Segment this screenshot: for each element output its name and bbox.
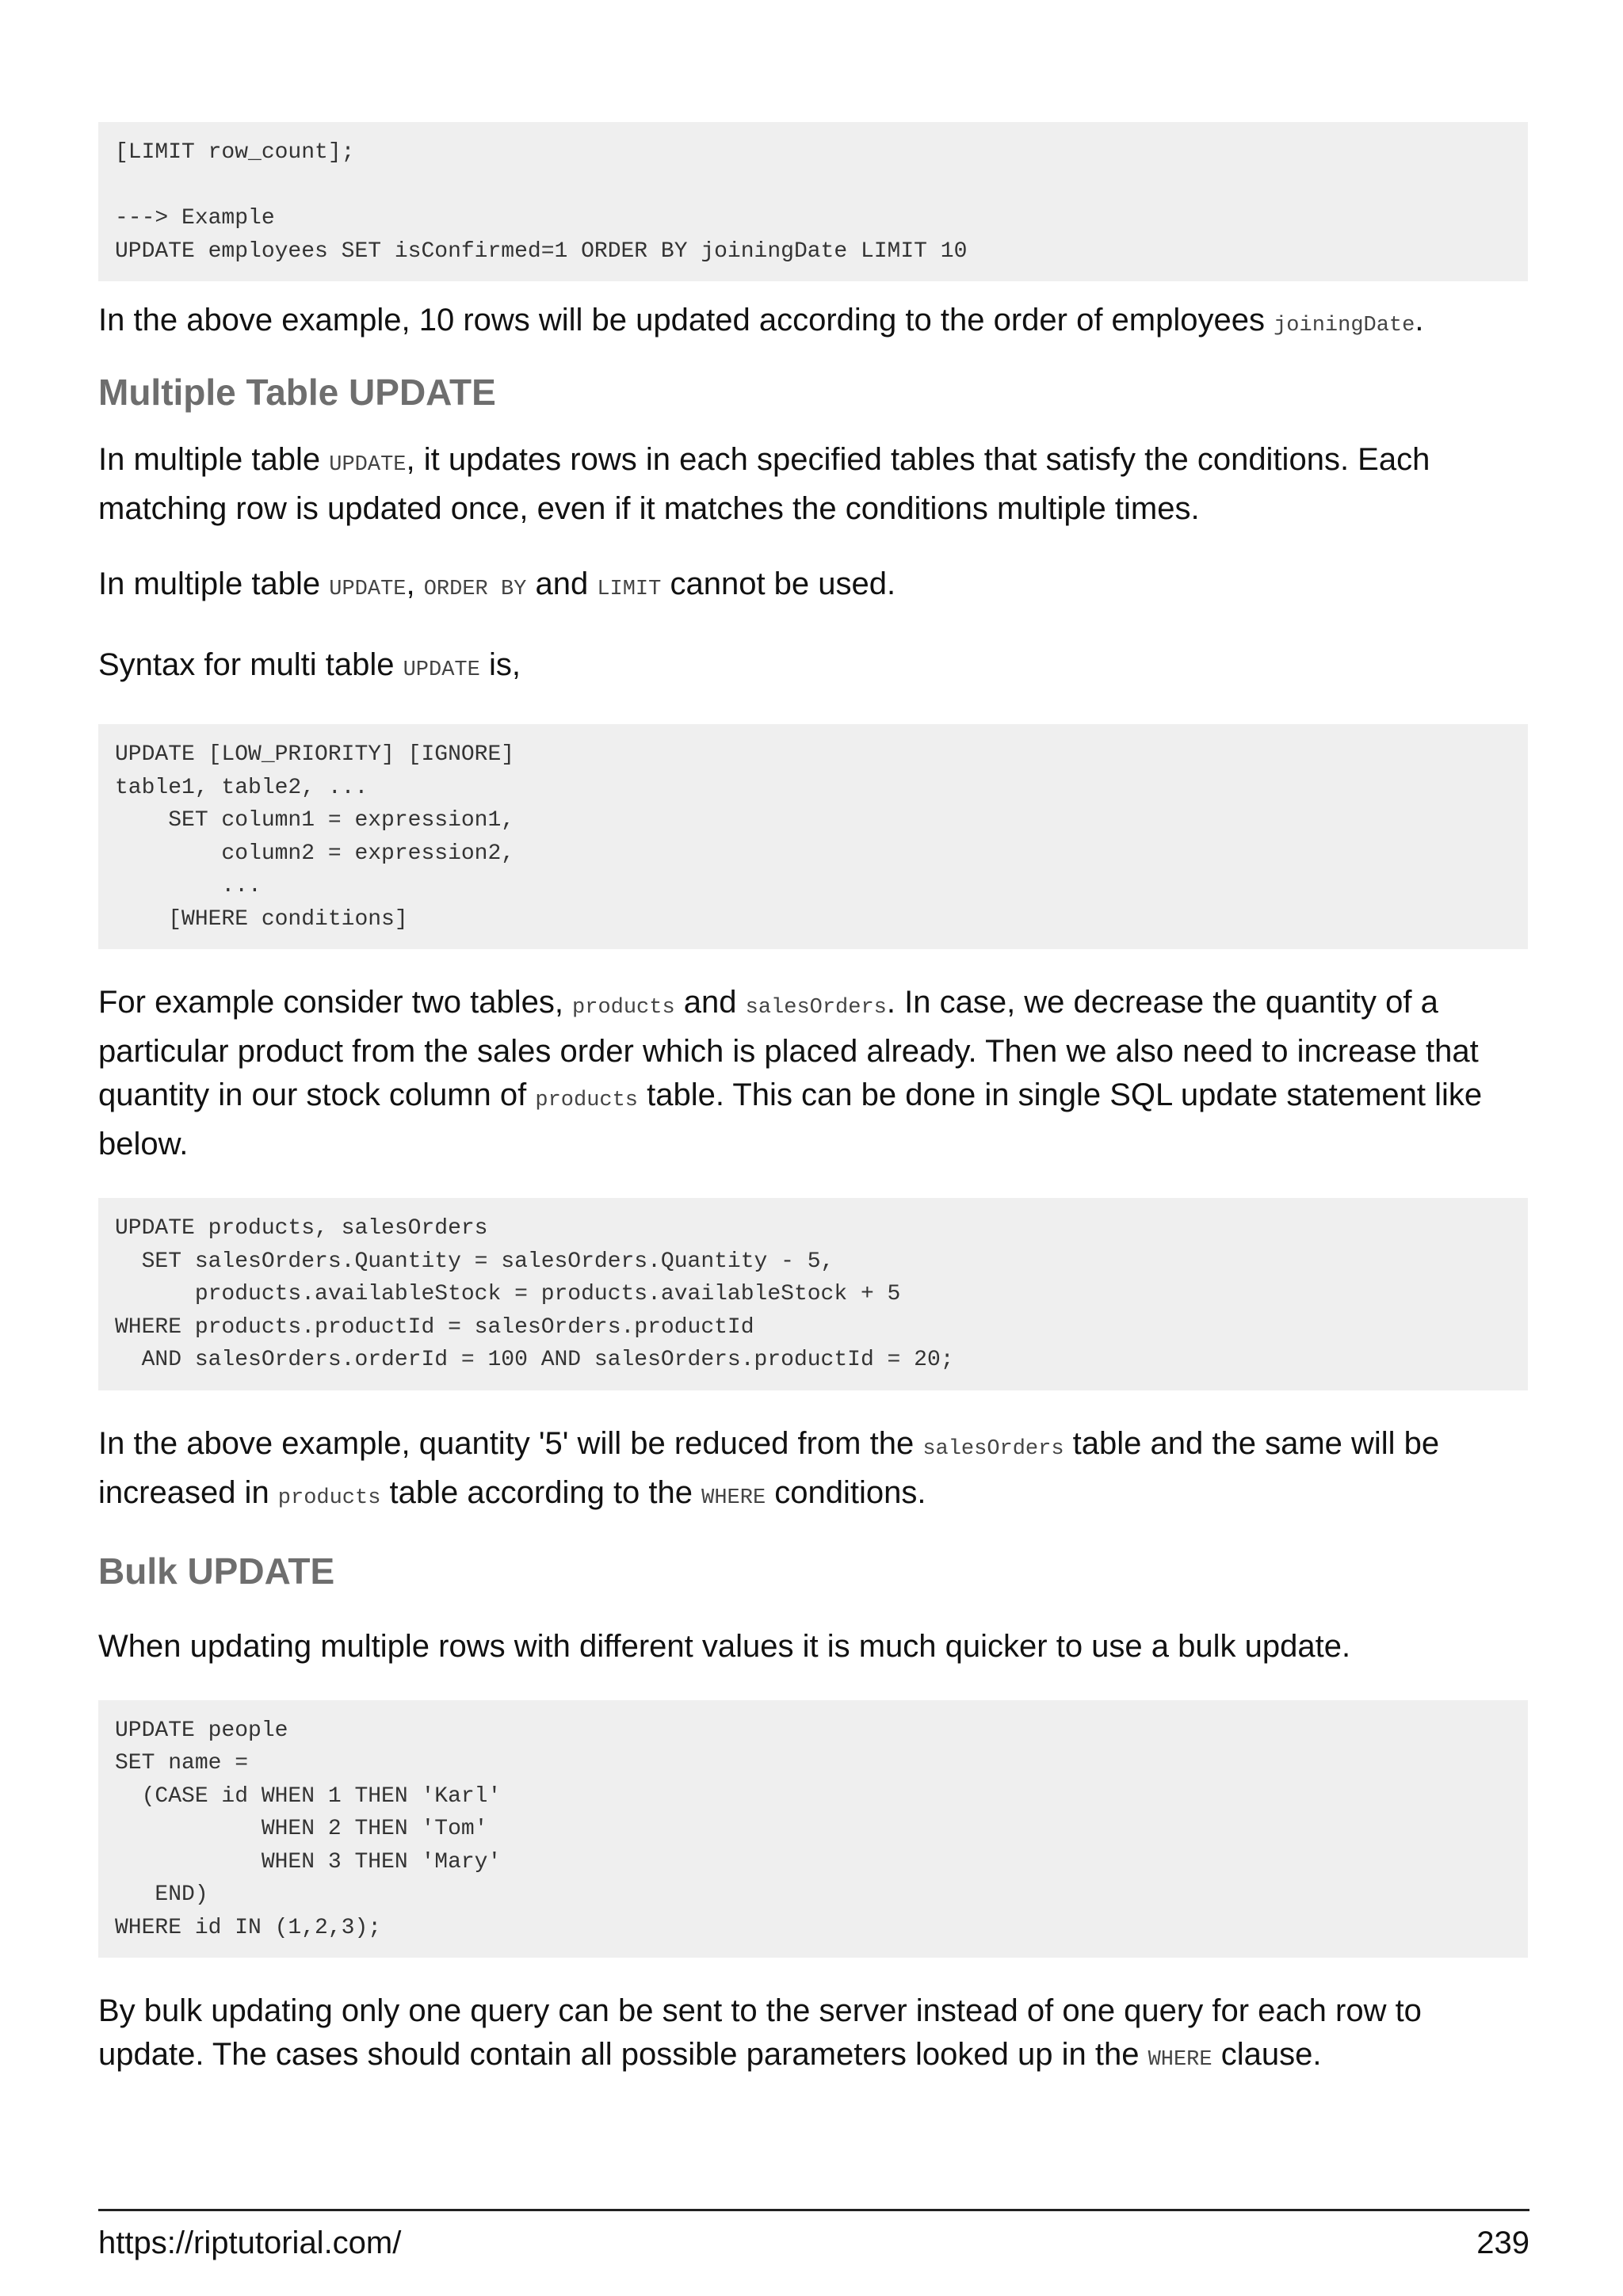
inline-code: WHERE [1148, 2048, 1212, 2072]
paragraph-bulk-intro: When updating multiple rows with different values it is much quicker to use a bulk update. [98, 1628, 1351, 1664]
paragraph-bulk-explanation: By bulk updating only one query can be sent to the server instead of one query for each row to update. The cases should contain all possible parameters looked up in the WHERE clause. [98, 1993, 1422, 2072]
inline-code: WHERE [701, 1486, 766, 1510]
code-block-products-update: UPDATE products, salesOrders SET salesOrders.Quantity = salesOrders.Quantity - 5, products.availableStock = products.availableStock + 5 WHERE products.productId = salesOrders.productId AND salesOrders.orderId = 100 AND salesOrders.productId = 20; [98, 1198, 1528, 1390]
section-heading-bulk-update: Bulk UPDATE [98, 1550, 335, 1592]
inline-code: salesOrders [922, 1436, 1064, 1461]
paragraph-products-explanation: In the above example, quantity '5' will be reduced from the salesOrders table and the same will be increased in products table according to the WHERE conditions. [98, 1425, 1440, 1510]
inline-code: UPDATE [329, 453, 407, 477]
inline-code: products [277, 1486, 381, 1510]
inline-code: LIMIT [597, 578, 662, 601]
code-block-bulk-update: UPDATE people SET name = (CASE id WHEN 1 THEN 'Karl' WHEN 2 THEN 'Tom' WHEN 3 THEN 'Mary' END) WHERE id IN (1,2,3); [98, 1700, 1528, 1958]
code-block-multi-table-syntax: UPDATE [LOW_PRIORITY] [IGNORE] table1, table2, ... SET column1 = expression1, column2 = expression2, ... [WHERE conditions] [98, 724, 1528, 949]
code-block-limit-example: [LIMIT row_count]; ---> Example UPDATE employees SET isConfirmed=1 ORDER BY joiningDate LIMIT 10 [98, 122, 1528, 281]
paragraph-syntax-intro: Syntax for multi table UPDATE is, [98, 647, 521, 682]
paragraph-multi-table-restrictions: In multiple table UPDATE, ORDER BY and LIMIT cannot be used. [98, 566, 896, 601]
inline-code: joiningDate [1274, 314, 1415, 338]
inline-code: products [572, 996, 675, 1020]
footer-url: https://riptutorial.com/ [98, 2225, 402, 2260]
page-content [98, 122, 1528, 2082]
inline-code: UPDATE [329, 578, 407, 601]
paragraph-limit-explanation: In the above example, 10 rows will be updated according to the order of employees joiningDate. [98, 303, 1424, 338]
inline-code: salesOrders [745, 996, 887, 1020]
page-footer [98, 2209, 1529, 2260]
page-number: 239 [1476, 2225, 1529, 2260]
inline-code: products [535, 1089, 639, 1112]
section-heading-multiple-table-update: Multiple Table UPDATE [98, 372, 496, 413]
inline-code: UPDATE [403, 658, 480, 682]
inline-code: ORDER BY [423, 578, 527, 601]
paragraph-multi-table-intro: In multiple table UPDATE, it updates rows in each specified tables that satisfy the conditions. Each matching row is updated once, even if it matches the conditions multiple times. [98, 442, 1430, 526]
paragraph-products-example: For example consider two tables, products and salesOrders. In case, we decrease the quantity of a particular product from the sales order which is placed already. Then we also need to increase that quantity in our stock column of products table. This can be done in single SQL update statement like below. [98, 985, 1483, 1161]
